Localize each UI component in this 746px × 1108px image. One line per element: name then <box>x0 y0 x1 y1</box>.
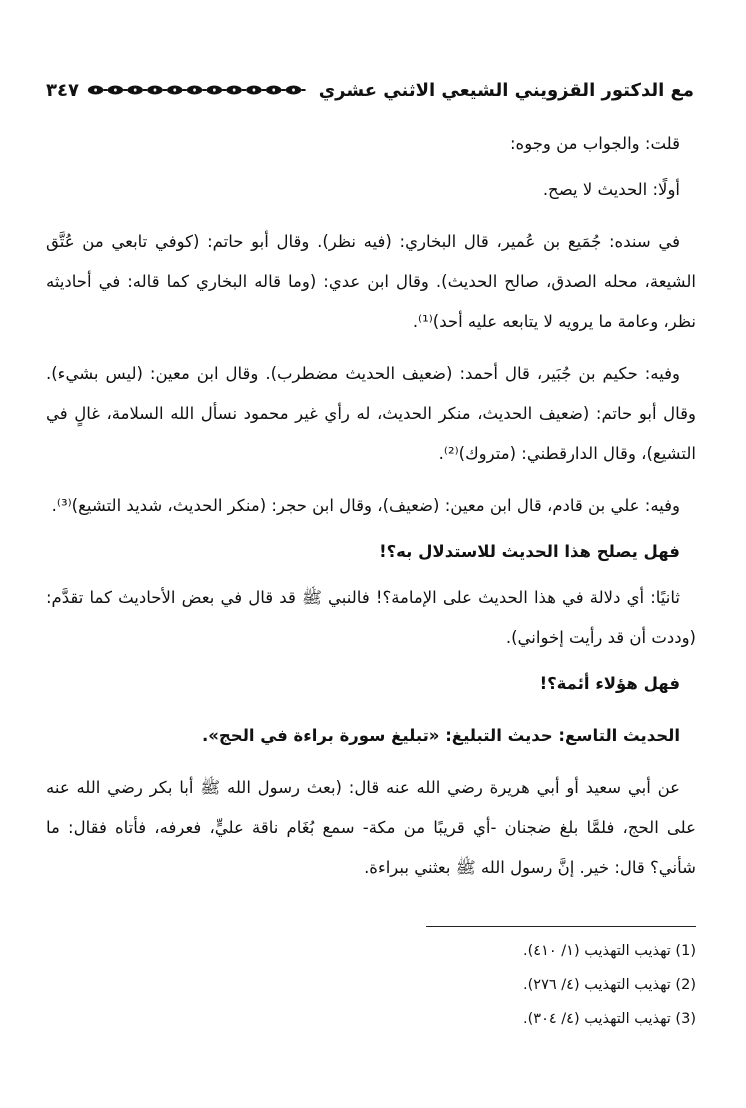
running-header <box>46 70 694 110</box>
paragraph-question-1: فهل يصلح هذا الحديث للاستدلال به؟! <box>379 542 680 561</box>
footnote-3: (3) تهذيب التهذيب (٤/ ٣٠٤). <box>523 1011 696 1027</box>
header-title: مع الدكتور القزويني الشيعي الاثني عشري <box>318 79 694 101</box>
footnotes <box>96 934 696 1036</box>
paragraph-first-point: أولًا: الحديث لا يصح. <box>542 180 680 199</box>
footnote-divider <box>426 926 696 927</box>
paragraph-jumay-narrator: في سنده: جُمَيع بن عُمير، قال البخاري: (فيه نظر). وقال أبو حاتم: (كوفي تابعي من عُتَّق الشيعة، محله الصدق، صالح الحديث). وقال ابن عدي: (وما قاله البخاري كما قاله: في أحاديثه نظر، وعامة ما يرويه لا يتابعه عليه أحد)⁽¹⁾. <box>46 232 696 331</box>
paragraph-ali-narrator: وفيه: علي بن قادم، قال ابن معين: (ضعيف)، وقال ابن حجر: (منكر الحديث، شديد التشيع)⁽³⁾. <box>51 496 680 515</box>
paragraph-second-point: ثانيًا: أي دلالة في هذا الحديث على الإمامة؟! فالنبي ﷺ قد قال في بعض الأحاديث كما تقدَّم: (وددت أن قد رأيت إخواني). <box>46 588 696 647</box>
paragraph-hadith-text: عن أبي سعيد أو أبي هريرة رضي الله عنه قال: (بعث رسول الله ﷺ أبا بكر رضي الله عنه على الحج، فلمَّا بلغ ضجنان -أي قريبًا من مكة- سمع بُغَام ناقة عليٍّ، فعرفه، فأتاه فقال: ما شأني؟ قال: خير. إنَّ رسول الله ﷺ بعثني ببراءة. <box>46 778 696 877</box>
page-number: ٣٤٧ <box>46 79 79 101</box>
paragraph-hakim-narrator: وفيه: حكيم بن جُبَير، قال أحمد: (ضعيف الحديث مضطرب). وقال ابن معين: (ليس بشيء). وقال أبو حاتم: (ضعيف الحديث، منكر الحديث، له رأي غير محمود نسأل الله السلامة، غالٍ في التشيع)، وقال الدارقطني: (متروك)⁽²⁾. <box>46 364 696 463</box>
main-text <box>46 124 696 900</box>
paragraph-answer-intro: قلت: والجواب من وجوه: <box>509 134 680 153</box>
footnote-2: (2) تهذيب التهذيب (٤/ ٢٧٦). <box>523 977 696 993</box>
paragraph-question-2: فهل هؤلاء أئمة؟! <box>539 674 680 693</box>
decorative-ornament-icon <box>87 82 311 98</box>
section-heading-ninth-hadith: الحديث التاسع: حديث التبليغ: «تبليغ سورة براءة في الحج». <box>201 726 680 745</box>
footnote-1: (1) تهذيب التهذيب (١/ ٤١٠). <box>523 943 696 959</box>
